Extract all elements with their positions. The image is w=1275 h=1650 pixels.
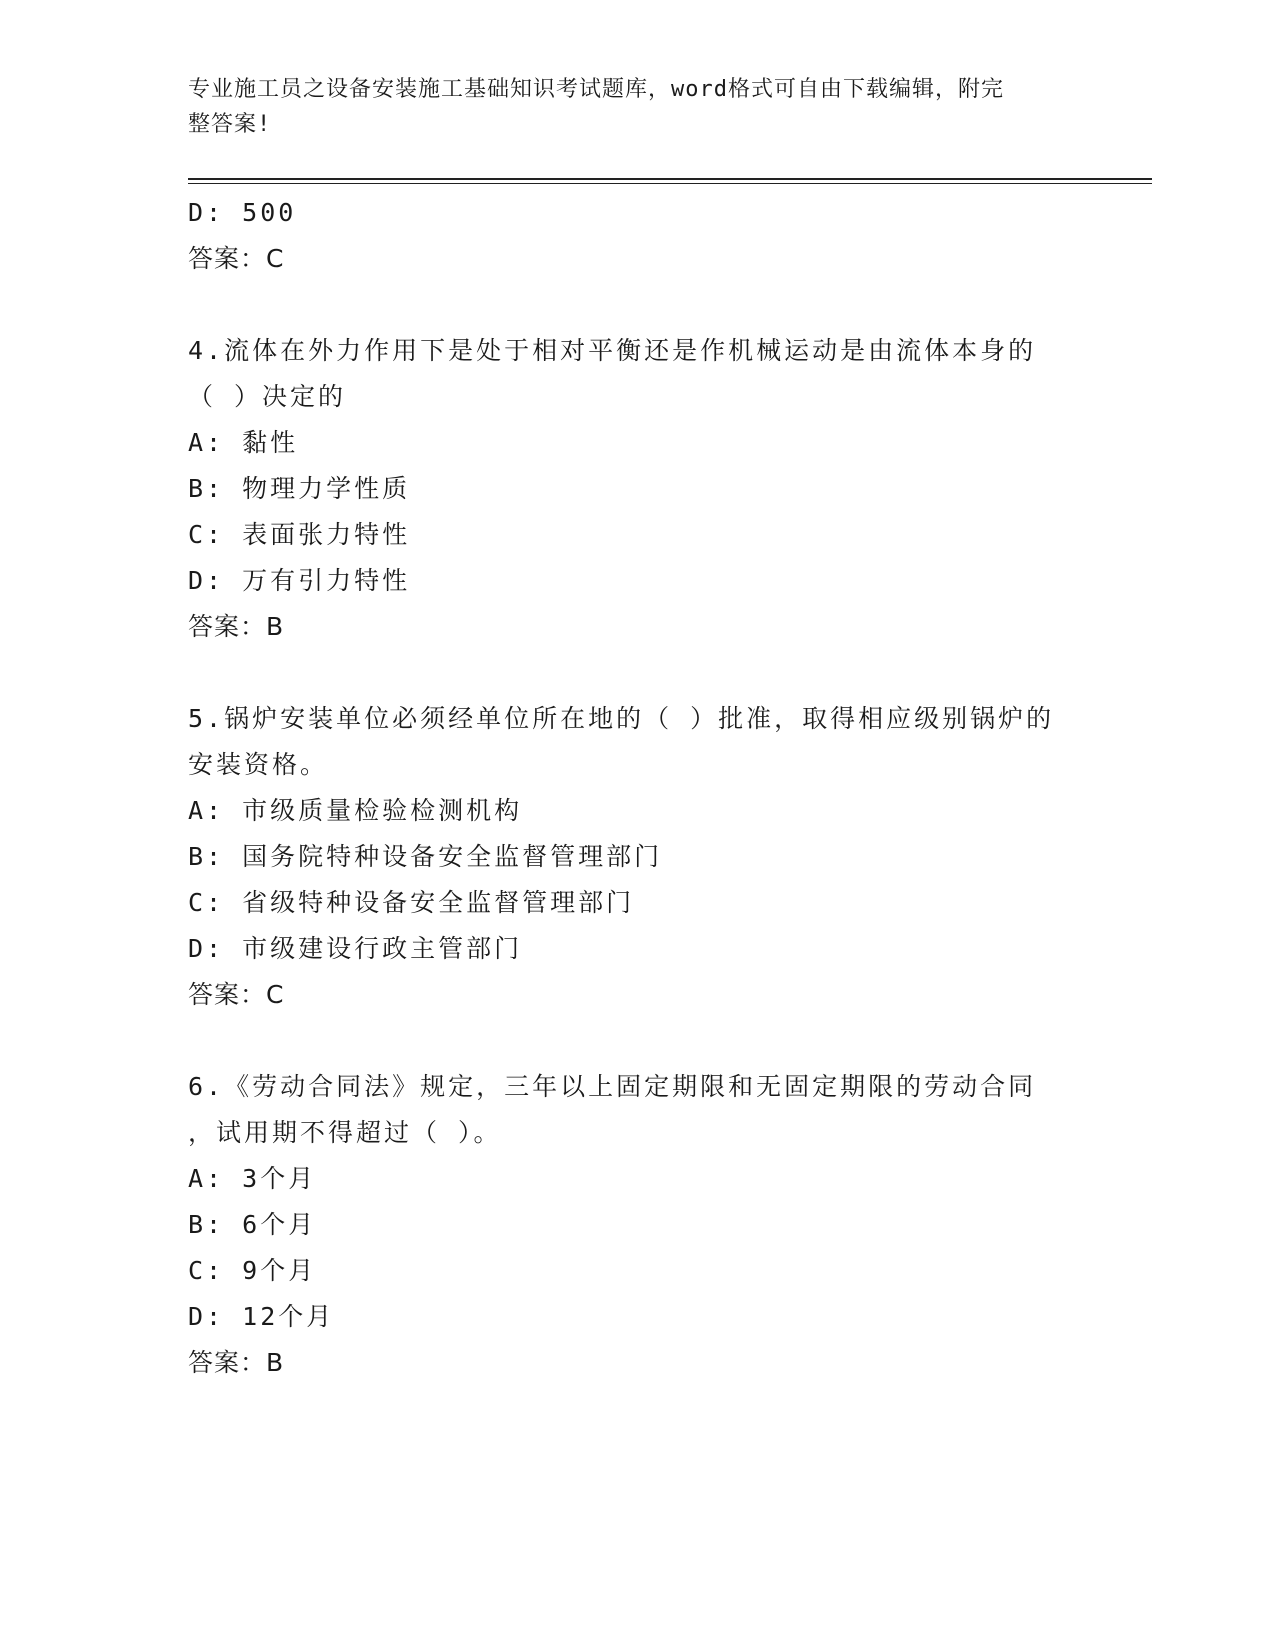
option-b: B: 国务院特种设备安全监督管理部门 xyxy=(188,842,663,871)
header-line-1: 专业施工员之设备安装施工基础知识考试题库，word格式可自由下载编辑，附完 xyxy=(188,77,1004,102)
question-text: 6.《劳动合同法》规定，三年以上固定期限和无固定期限的劳动合同 xyxy=(188,1072,1037,1101)
option-b: B: 6个月 xyxy=(188,1210,317,1239)
header-line-2: 整答案! xyxy=(188,112,272,137)
answer: 答案：B xyxy=(188,612,285,641)
option-d: D: 市级建设行政主管部门 xyxy=(188,934,523,963)
previous-question-tail xyxy=(188,190,1088,282)
question-5 xyxy=(188,696,1088,1018)
answer: 答案：C xyxy=(188,244,285,273)
question-text: 4.流体在外力作用下是处于相对平衡还是作机械运动是由流体本身的 xyxy=(188,336,1037,365)
question-text-continued: ，试用期不得超过（ ）。 xyxy=(188,1118,502,1147)
document-header xyxy=(188,72,1088,142)
question-list xyxy=(188,190,1088,1386)
question-text-continued: （ ）决定的 xyxy=(188,382,347,411)
option-d: D: 12个月 xyxy=(188,1302,335,1331)
spacer xyxy=(188,1018,1088,1064)
answer: 答案：B xyxy=(188,1348,285,1377)
header-divider-thin xyxy=(188,183,1152,184)
option-a: A: 市级质量检验检测机构 xyxy=(188,796,523,825)
spacer xyxy=(188,282,1088,328)
question-text: 5.锅炉安装单位必须经单位所在地的（ ）批准，取得相应级别锅炉的 xyxy=(188,704,1055,733)
option-a: A: 黏性 xyxy=(188,428,299,457)
header-divider-thick xyxy=(188,178,1152,180)
option-c: C: 9个月 xyxy=(188,1256,317,1285)
question-text-continued: 安装资格。 xyxy=(188,750,329,779)
answer: 答案：C xyxy=(188,980,285,1009)
option-a: A: 3个月 xyxy=(188,1164,317,1193)
option-c: C: 省级特种设备安全监督管理部门 xyxy=(188,888,635,917)
question-6 xyxy=(188,1064,1088,1386)
option-d: D: 万有引力特性 xyxy=(188,566,411,595)
spacer xyxy=(188,650,1088,696)
option-b: B: 物理力学性质 xyxy=(188,474,411,503)
option-c: C: 表面张力特性 xyxy=(188,520,411,549)
option-d: D: 500 xyxy=(188,198,297,227)
question-4 xyxy=(188,328,1088,650)
